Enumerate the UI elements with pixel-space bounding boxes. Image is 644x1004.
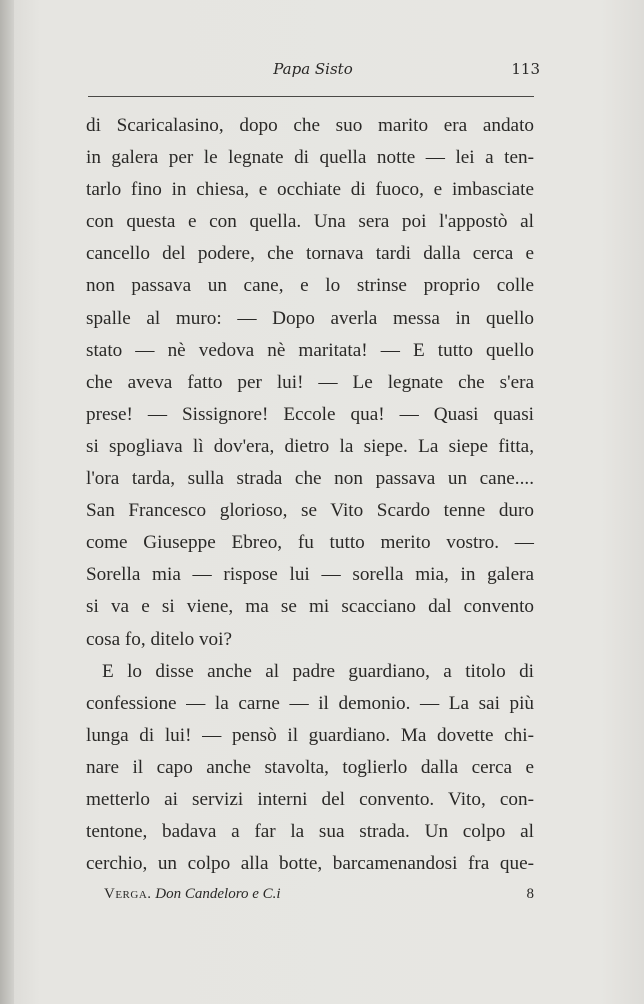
text-line: spalle al muro: — Dopo averla messa in quello — [86, 307, 534, 329]
footer-signature — [104, 886, 281, 903]
text-line: prese! — Sissignore! Eccole qua! — Quasi quasi — [86, 403, 534, 425]
text-line: stato — nè vedova nè maritata! — E tutto quello — [86, 339, 534, 361]
text-line: lunga di lui! — pensò il guardiano. Ma dovette chi- — [86, 724, 534, 746]
footer-work-title: Don Candeloro e C.i — [155, 886, 281, 902]
text-line: metterlo ai servizi interni del convento. Vito, con- — [86, 788, 534, 810]
text-line: tarlo fino in chiesa, e occhiate di fuoco, e imbasciate — [86, 179, 534, 201]
text-line: che aveva fatto per lui! — Le legnate che s'era — [86, 371, 534, 393]
footer-author: Verga. — [104, 886, 152, 902]
text-line: San Francesco glorioso, se Vito Scardo tenne duro — [86, 500, 534, 522]
text-line: confessione — la carne — il demonio. — La sai più — [86, 692, 534, 714]
running-title: Papa Sisto — [273, 60, 353, 78]
text-line: in galera per le legnate di quella notte — lei a ten- — [86, 147, 534, 169]
signature-footer — [104, 884, 534, 906]
text-line: cancello del podere, che tornava tardi dalla cerca e — [86, 243, 534, 265]
text-line: si va e si viene, ma se mi scacciano dal convento — [86, 596, 534, 618]
page-spine-shadow — [0, 0, 14, 1004]
signature-number: 8 — [526, 886, 534, 902]
text-line: tentone, badava a far la sua strada. Un colpo al — [86, 821, 534, 843]
text-line: di Scaricalasino, dopo che suo marito era andato — [86, 115, 534, 136]
text-line: cosa fo, ditelo voi? — [86, 628, 232, 650]
body-text — [86, 110, 534, 880]
text-line: Sorella mia — rispose lui — sorella mia, in galera — [86, 564, 534, 586]
text-line: nare il capo anche stavolta, toglierlo dalla cerca e — [86, 756, 534, 778]
text-line: non passava un cane, e lo strinse proprio colle — [86, 275, 534, 297]
text-line: con questa e con quella. Una sera poi l'appostò al — [86, 211, 534, 233]
text-line: cerchio, un colpo alla botte, barcamenandosi fra que- — [86, 853, 534, 875]
running-head — [86, 58, 540, 82]
text-line: come Giuseppe Ebreo, fu tutto merito vostro. — — [86, 532, 534, 554]
header-rule — [88, 96, 534, 97]
page-number: 113 — [511, 60, 540, 78]
text-line: E lo disse anche al padre guardiano, a titolo di — [102, 660, 534, 682]
text-line: l'ora tarda, sulla strada che non passava un cane.... — [86, 468, 534, 490]
text-line: si spogliava lì dov'era, dietro la siepe. La siepe fitta, — [86, 435, 534, 457]
